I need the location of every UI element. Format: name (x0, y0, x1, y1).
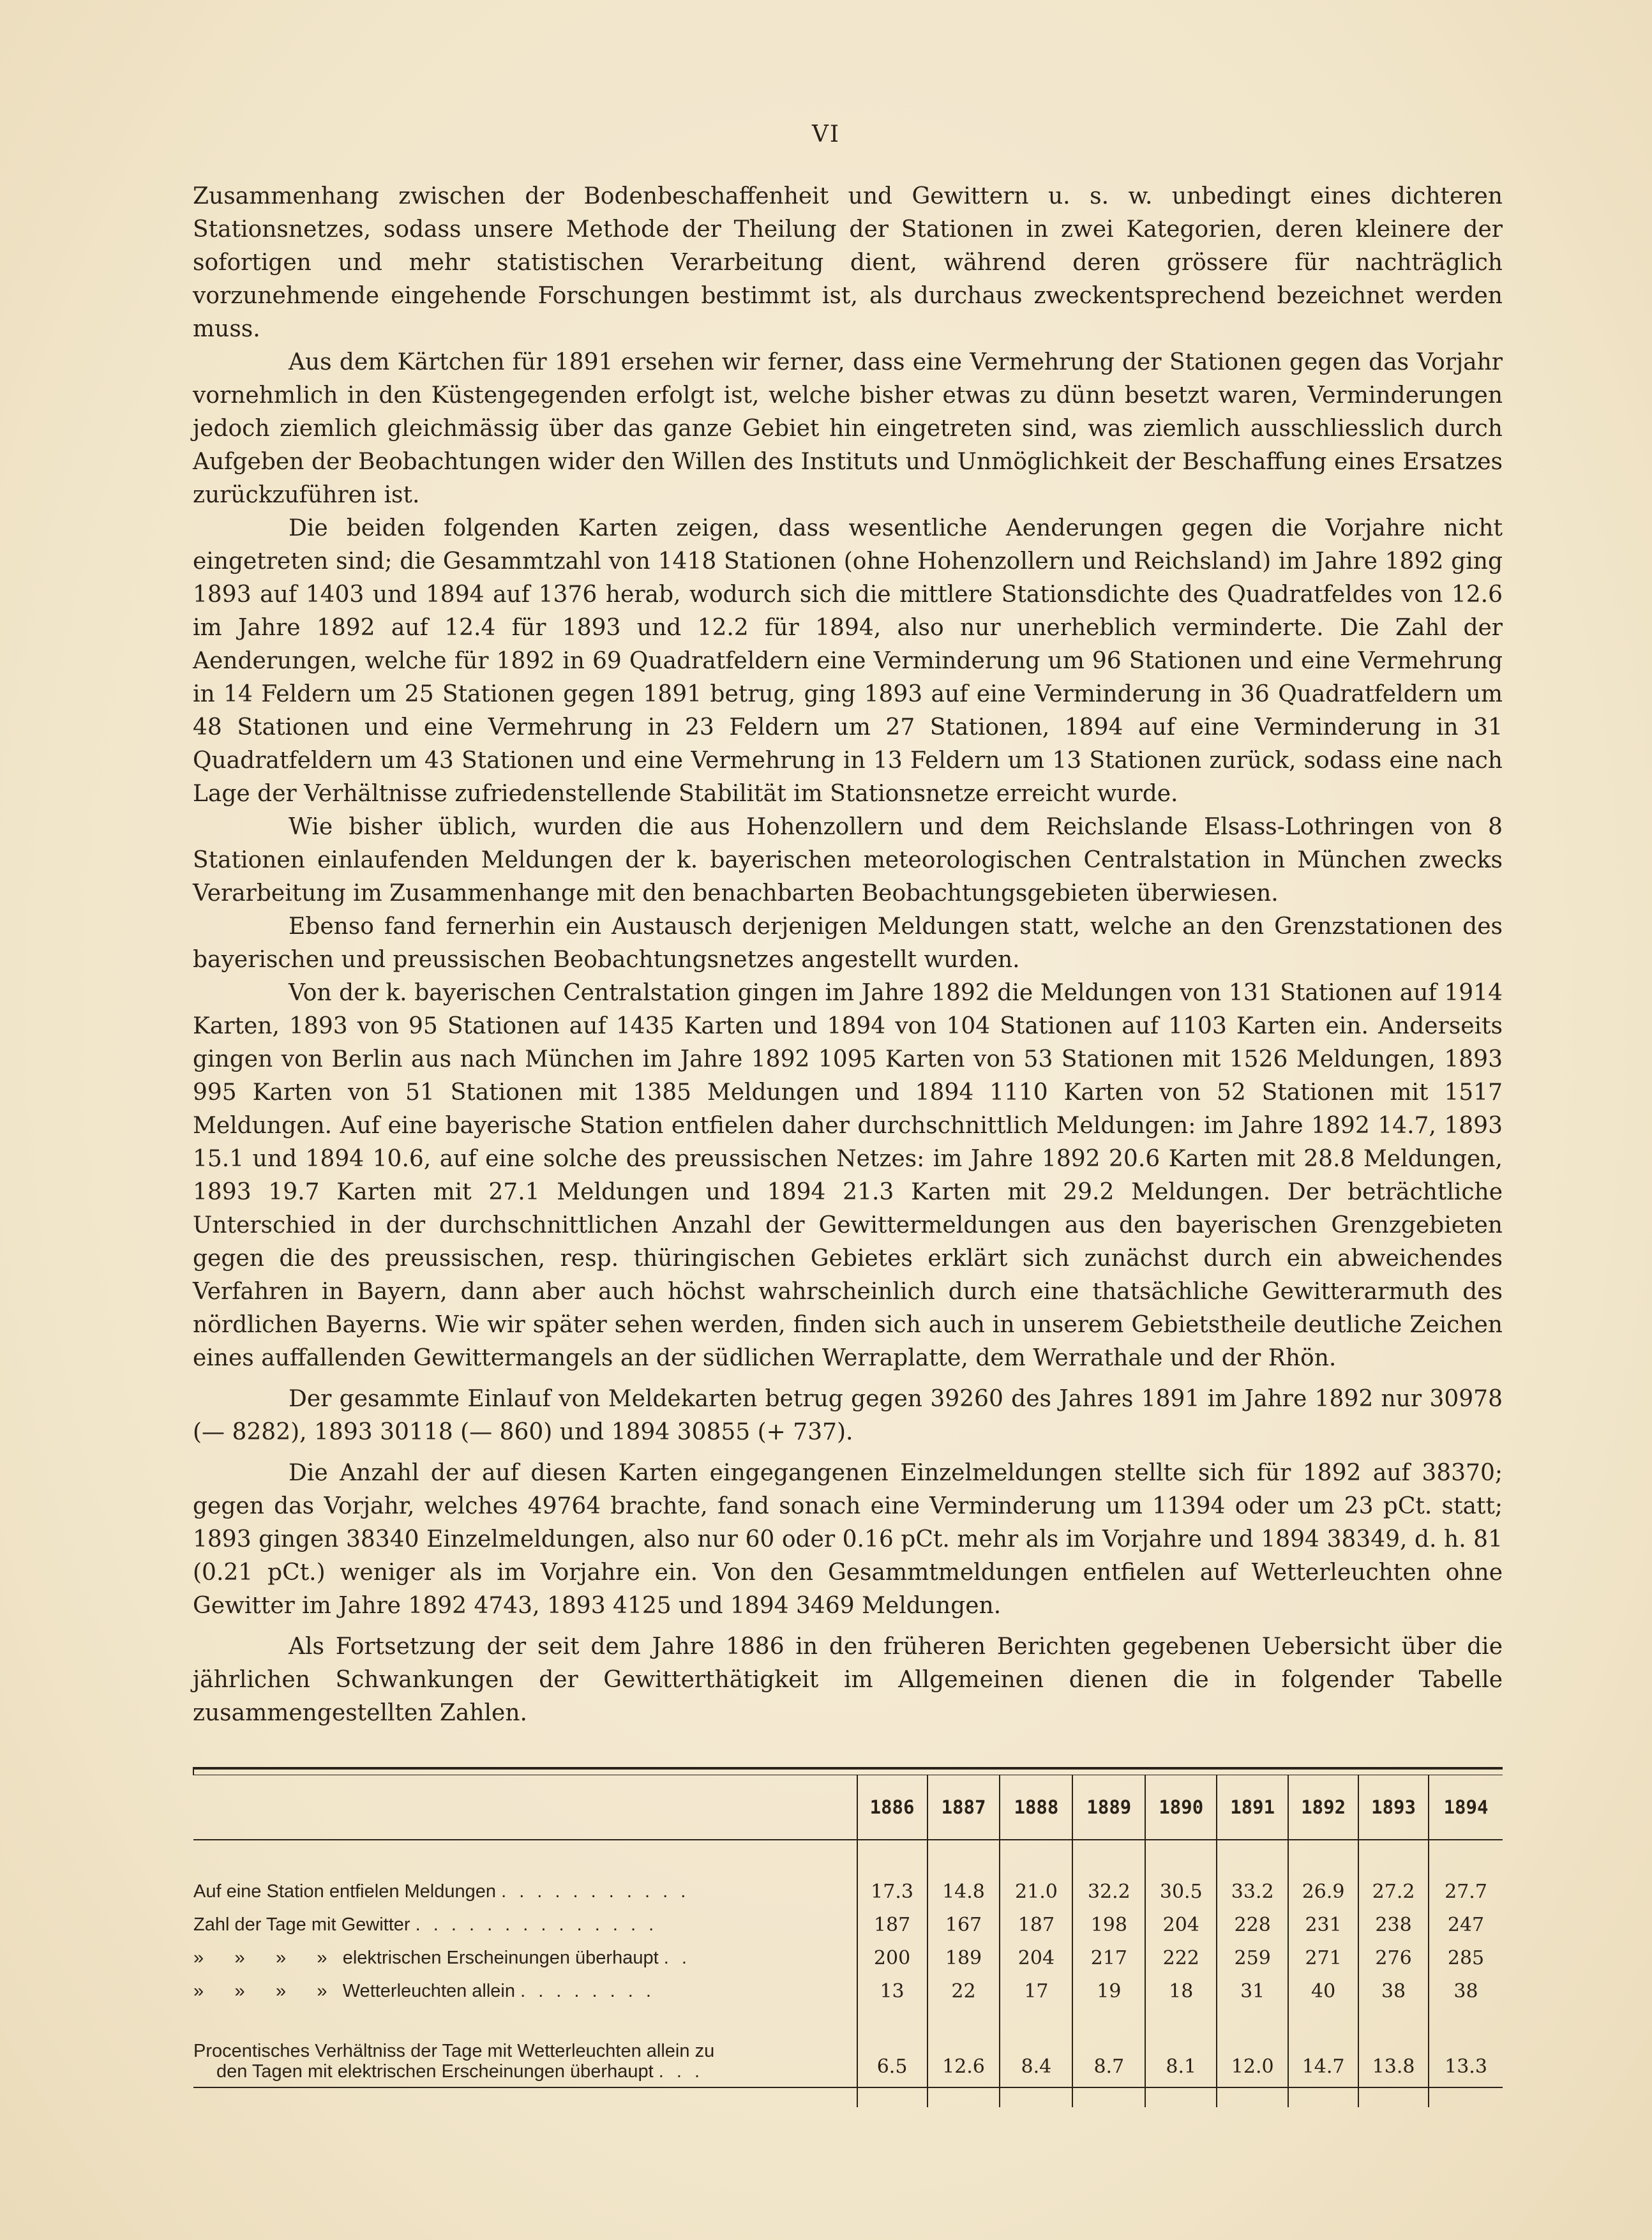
table-header-year: 1891 (1217, 1775, 1288, 1840)
table-cell: 12.6 (927, 2008, 1000, 2087)
table-cell: 238 (1358, 1908, 1429, 1941)
table-row (193, 1875, 1503, 1908)
paragraph-4: Wie bisher üblich, wurden die aus Hohenzollern und dem Reichslande Elsass-Lothringen von 8 Stationen einlaufenden Meldungen der k. bayerischen meteorologischen Centralstation in München zwecks Verarbeitung im Zusammenhange mit den benachbarten Beobachtungsgebieten überwiesen. (193, 814, 1503, 906)
table-header-row (193, 1775, 1503, 1840)
table-cell: 14.7 (1288, 2008, 1358, 2087)
table-header-year: 1888 (1000, 1775, 1072, 1840)
paragraph-1: Zusammenhang zwischen der Bodenbeschaffenheit und Gewittern u. s. w. unbedingt eines dichteren Stationsnetzes, sodass unsere Methode der Theilung der Stationen in zwei Kategorien, deren kleinere der sofortigen und mehr statistischen Verarbeitung dient, während deren grössere für nachträglich vorzunehmende eingehende Forschungen bestimmt ist, als durchaus zweckentsprechend bezeichnet werden muss. (193, 183, 1503, 342)
paragraph-9: Als Fortsetzung der seit dem Jahre 1886 in den früheren Berichten gegebenen Uebersicht über die jährlichen Schwankungen der Gewitterthätigkeit im Allgemeinen dienen die in folgender Tabelle zusammengestellten Zahlen. (193, 1634, 1503, 1726)
table-header-year: 1892 (1288, 1775, 1358, 1840)
row-label: Auf eine Station entfielen Meldungen . . . . . . . . . . . (193, 1881, 690, 1902)
table-row (193, 1974, 1503, 2008)
paragraph-5: Ebenso fand fernerhin ein Austausch derjenigen Meldungen statt, welche an den Grenzstationen des bayerischen und preussischen Beobachtungsnetzes angestellt wurden. (193, 913, 1503, 973)
table-cell: 167 (927, 1908, 1000, 1941)
table-header-year: 1890 (1145, 1775, 1217, 1840)
table-cell: 32.2 (1072, 1875, 1145, 1908)
table-cell: 13 (857, 1974, 927, 2008)
table-cell: 200 (857, 1941, 927, 1974)
table-cell: 13.3 (1429, 2008, 1503, 2087)
table-cell: 38 (1358, 1974, 1429, 2008)
table-cell: 8.1 (1145, 2008, 1217, 2087)
table-cell: 13.8 (1358, 2008, 1429, 2087)
paragraph-6: Von der k. bayerischen Centralstation gingen im Jahre 1892 die Meldungen von 131 Stationen auf 1914 Karten, 1893 von 95 Stationen auf 1435 Karten und 1894 von 104 Stationen auf 1103 Karten ein. Anderseits gingen von Berlin aus nach München im Jahre 1892 1095 Karten von 53 Stationen mit 1526 Meldungen, 1893 995 Karten von 51 Stationen mit 1385 Meldungen und 1894 1110 Karten von 52 Stationen mit 1517 Meldungen. Auf eine bayerische Station entfielen daher durchschnittlich Meldungen: im Jahre 1892 14.7, 1893 15.1 und 1894 10.6, auf eine solche des preussischen Netzes: im Jahre 1892 20.6 Karten mit 28.8 Meldungen, 1893 19.7 Karten mit 27.1 Meldungen und 1894 21.3 Karten mit 29.2 Meldungen. Der beträchtliche Unterschied in der durchschnittlichen Anzahl der Gewittermeldungen aus den bayerischen Grenzgebieten gegen die des preussischen, resp. thüringischen Gebietes erklärt sich zunächst durch ein abweichendes Verfahren in Bayern, dann aber auch höchst wahrscheinlich durch eine thatsächliche Gewitterarmuth des nördlichen Bayerns. Wie wir später sehen werden, finden sich auch in unserem Gebietstheile deutliche Zeichen eines auffallenden Gewittermangels an der südlichen Werraplatte, dem Werrathale und der Rhön. (193, 980, 1503, 1371)
table-cell: 27.2 (1358, 1875, 1429, 1908)
table-cell: 222 (1145, 1941, 1217, 1974)
table-cell: 38 (1429, 1974, 1503, 2008)
paragraph-2: Aus dem Kärtchen für 1891 ersehen wir ferner, dass eine Vermehrung der Stationen gegen das Vorjahr vornehmlich in den Küstengegenden erfolgt ist, welche bisher etwas zu dünn besetzt waren, Verminderungen jedoch ziemlich gleichmässig über das ganze Gebiet hin eingetreten sind, was ziemlich ausschliesslich durch Aufgeben der Beobachtungen wider den Willen des Instituts und Unmöglichkeit der Beschaffung eines Ersatzes zurückzuführen ist. (193, 349, 1503, 508)
statistics-table-wrap (193, 1767, 1503, 2107)
table-cell: 276 (1358, 1941, 1429, 1974)
table-row (193, 1908, 1503, 1941)
table-row (193, 1941, 1503, 1974)
table-header-year: 1889 (1072, 1775, 1145, 1840)
table-cell: 285 (1429, 1941, 1503, 1974)
table-header-year: 1887 (927, 1775, 1000, 1840)
table-cell: 187 (1000, 1908, 1072, 1941)
body-text (193, 180, 1503, 1730)
table-cell: 12.0 (1217, 2008, 1288, 2087)
table-cell: 228 (1217, 1908, 1288, 1941)
table-cell: 204 (1000, 1941, 1072, 1974)
table-cell: 22 (927, 1974, 1000, 2008)
table-cell: 17 (1000, 1974, 1072, 2008)
table-cell: 33.2 (1217, 1875, 1288, 1908)
table-cell: 17.3 (857, 1875, 927, 1908)
table-cell: 40 (1288, 1974, 1358, 2008)
table-cell: 247 (1429, 1908, 1503, 1941)
row-label: » » » » elektrischen Erscheinungen überhaupt . . (193, 1947, 691, 1968)
table-cell: 21.0 (1000, 1875, 1072, 1908)
table-header-year: 1886 (857, 1775, 927, 1840)
page-number: VI (811, 121, 841, 147)
table-row (193, 2008, 1503, 2087)
paragraph-3: Die beiden folgenden Karten zeigen, dass wesentliche Aenderungen gegen die Vorjahre nicht eingetreten sind; die Gesammtzahl von 1418 Stationen (ohne Hohenzollern und Reichsland) im Jahre 1892 ging 1893 auf 1403 und 1894 auf 1376 herab, wodurch sich die mittlere Stationsdichte des Quadratfeldes von 12.6 im Jahre 1892 auf 12.4 für 1893 und 12.2 für 1894, also nur unerheblich verminderte. Die Zahl der Aenderungen, welche für 1892 in 69 Quadratfeldern eine Verminderung um 96 Stationen und eine Vermehrung in 14 Feldern um 25 Stationen gegen 1891 betrug, ging 1893 auf eine Verminderung in 36 Quadratfeldern um 48 Stationen und eine Vermehrung in 23 Feldern um 27 Stationen, 1894 auf eine Verminderung in 31 Quadratfeldern um 43 Stationen und eine Vermehrung in 13 Feldern um 13 Stationen zurück, sodass eine nach Lage der Verhältnisse zufriedenstellende Stabilität im Stationsnetze erreicht wurde. (193, 515, 1503, 807)
table-cell: 8.4 (1000, 2008, 1072, 2087)
table-cell: 204 (1145, 1908, 1217, 1941)
table-cell: 271 (1288, 1941, 1358, 1974)
row-label: » » » » Wetterleuchten allein . . . . . . . . (193, 1980, 655, 2001)
table-cell: 187 (857, 1908, 927, 1941)
table-cell: 19 (1072, 1974, 1145, 2008)
table-cell: 27.7 (1429, 1875, 1503, 1908)
table-cell: 217 (1072, 1941, 1145, 1974)
table-header-year: 1893 (1358, 1775, 1429, 1840)
table-cell: 30.5 (1145, 1875, 1217, 1908)
table-spacer-row (193, 1840, 1503, 1875)
table-cell: 6.5 (857, 2008, 927, 2087)
table-cell: 18 (1145, 1974, 1217, 2008)
table-header-year: 1894 (1429, 1775, 1503, 1840)
table-bottom-rule (193, 2087, 1503, 2107)
table-cell: 259 (1217, 1941, 1288, 1974)
table-cell: 14.8 (927, 1875, 1000, 1908)
table-cell: 231 (1288, 1908, 1358, 1941)
table-cell: 198 (1072, 1908, 1145, 1941)
row-label: Zahl der Tage mit Gewitter . . . . . . . . . . . . . . (193, 1914, 658, 1935)
table-cell: 8.7 (1072, 2008, 1145, 2087)
table-header-label (193, 1775, 857, 1840)
table-cell: 31 (1217, 1974, 1288, 2008)
table-cell: 26.9 (1288, 1875, 1358, 1908)
paragraph-8: Die Anzahl der auf diesen Karten eingegangenen Einzelmeldungen stellte sich für 1892 auf 38370; gegen das Vorjahr, welches 49764 brachte, fand sonach eine Verminderung um 11394 oder um 23 pCt. statt; 1893 gingen 38340 Einzelmeldungen, also nur 60 oder 0.16 pCt. mehr als im Vorjahre und 1894 38349, d. h. 81 (0.21 pCt.) weniger als im Vorjahre ein. Von den Gesammtmeldungen entfielen auf Wetterleuchten ohne Gewitter im Jahre 1892 4743, 1893 4125 und 1894 3469 Meldungen. (193, 1460, 1503, 1619)
table-cell: 189 (927, 1941, 1000, 1974)
paragraph-7: Der gesammte Einlauf von Meldekarten betrug gegen 39260 des Jahres 1891 im Jahre 1892 nur 30978 (— 8282), 1893 30118 (— 860) und 1894 30855 (+ 737). (193, 1386, 1503, 1445)
table-top-rule (193, 1768, 1503, 1775)
row-label: Procentisches Verhältniss der Tage mit Wetterleuchten allein zu den Tagen mit elektrischen Erscheinungen überhaupt . . . (193, 2041, 715, 2082)
statistics-table (193, 1767, 1503, 2107)
